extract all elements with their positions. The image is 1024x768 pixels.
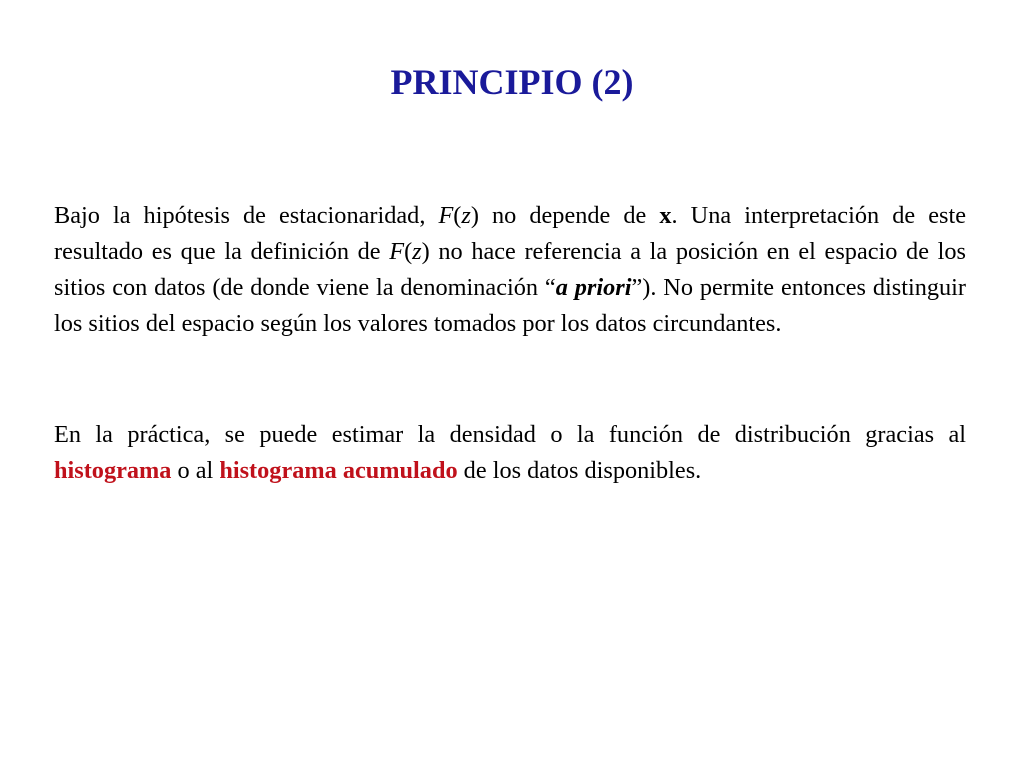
highlight-histograma: histograma [54, 457, 172, 484]
paragraph-stationarity [54, 198, 966, 342]
text-segment: . Una interpretación de este resultado es que la definición de [54, 202, 966, 265]
text-segment: ( [453, 202, 462, 229]
text-segment: o al [171, 457, 220, 484]
text-segment: ”). No permite entonces distinguir los sitios del espacio según los valores tomados por los datos circundantes. [54, 274, 966, 337]
highlight-histograma-acumulado: histograma acumulado [219, 457, 458, 484]
math-F: F [438, 202, 454, 229]
text-segment: ) no hace referencia a la posición en el espacio de los sitios con datos (de donde viene la denominación “ [54, 238, 966, 301]
math-z: z [461, 202, 471, 229]
math-z: z [412, 238, 422, 265]
paragraph-histogram [54, 417, 966, 489]
slide-title: PRINCIPIO (2) [390, 62, 634, 102]
a-priori-term: a priori [555, 274, 632, 301]
math-F: F [389, 238, 405, 265]
math-x-bold: x [659, 202, 672, 229]
text-segment: En la práctica, se puede estimar la densidad o la función de distribución gracias al [54, 421, 966, 448]
text-segment: de los datos disponibles. [457, 457, 702, 484]
text-segment: ( [404, 238, 413, 265]
text-segment: ) no depende de [470, 202, 660, 229]
text-segment: Bajo la hipótesis de estacionaridad, [54, 202, 439, 229]
